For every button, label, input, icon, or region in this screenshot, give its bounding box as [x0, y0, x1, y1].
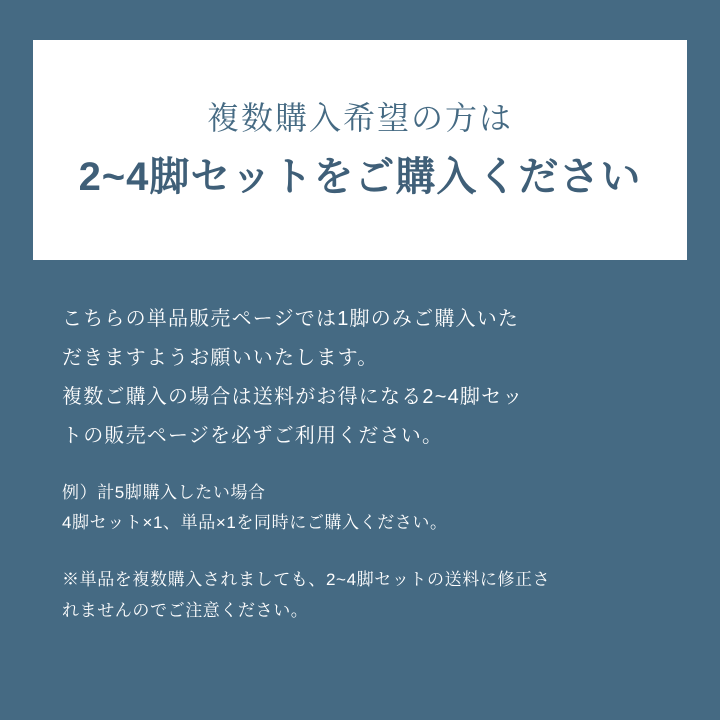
body-block: [62, 300, 662, 626]
paragraph-main-line-2: だきますようお願いいたします。: [62, 347, 379, 369]
paragraph-example-line-2: 4脚セット×1、単品×1を同時にご購入ください。: [62, 512, 448, 532]
paragraph-note-line-2: れませんのでご注意ください。: [62, 600, 309, 620]
paragraph-note-line-1: ※単品を複数購入されましても、2~4脚セットの送料に修正さ: [62, 569, 551, 589]
headline-line-2: 2~4脚セットをご購入ください: [78, 155, 642, 200]
paragraph-note: [62, 564, 662, 627]
paragraph-main: [62, 300, 662, 456]
paragraph-main-line-4: トの販売ページを必ずご利用ください。: [62, 425, 444, 447]
paragraph-example-line-1: 例）計5脚購入したい場合: [62, 483, 266, 502]
paragraph-main-line-3: 複数ご購入の場合は送料がお得になる2~4脚セッ: [62, 386, 524, 408]
paragraph-example: [62, 478, 662, 538]
paragraph-main-line-1: こちらの単品販売ページでは1脚のみご購入いた: [62, 308, 520, 330]
headline-card: [33, 40, 687, 260]
headline-line-1: 複数購入希望の方は: [206, 99, 513, 136]
